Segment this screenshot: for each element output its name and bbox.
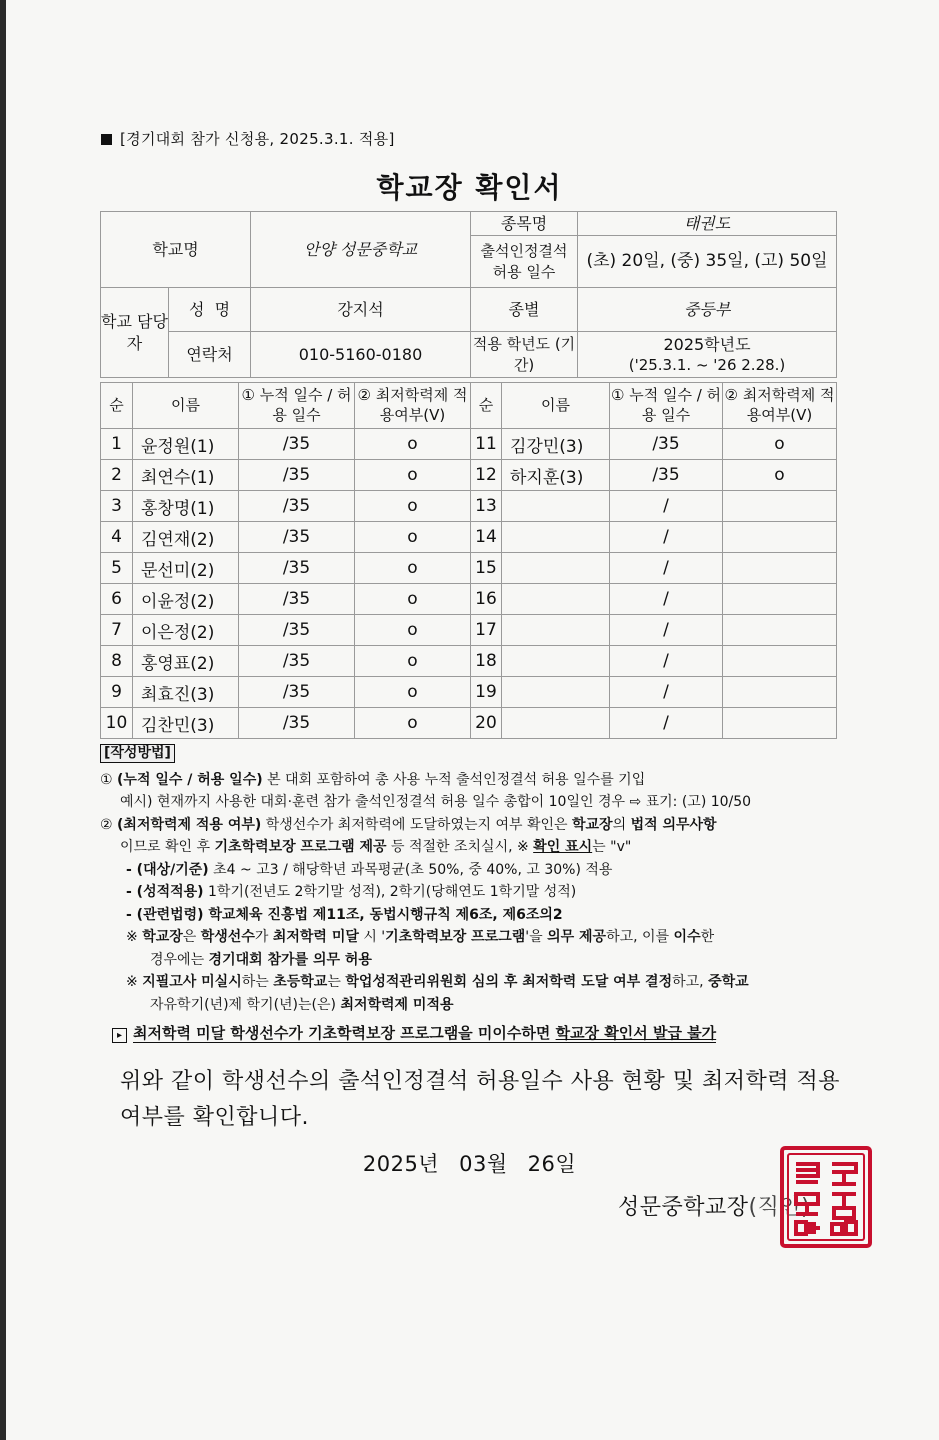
square-bullet-icon (101, 134, 112, 145)
roster-table (100, 382, 837, 739)
col-days: ① 누적 일수 / 허용 일수 (239, 383, 355, 429)
notice-line: ▸ 최저학력 미달 학생선수가 기초학력보장 프로그램을 미이수하면 학교장 확인서 발급 불가 (100, 1022, 845, 1045)
cell-mark: o (355, 522, 471, 553)
name-value: 강지석 (251, 288, 471, 332)
cell-mark (723, 646, 837, 677)
cell-mark: o (355, 615, 471, 646)
method-section (100, 742, 845, 1045)
cell-mark: o (723, 429, 837, 460)
cell-seq: 16 (471, 584, 502, 615)
cell-name: 이은정(2) (133, 615, 239, 646)
cell-days: / (610, 522, 723, 553)
cell-days: / (610, 584, 723, 615)
info-table (100, 211, 837, 378)
cell-seq: 7 (101, 615, 133, 646)
date-month: 03월 (459, 1152, 508, 1176)
sport-label: 종목명 (471, 212, 578, 236)
cell-days: /35 (239, 615, 355, 646)
col-seq: 순 (101, 383, 133, 429)
method-sub-3: - (관련법령) 학교체육 진흥법 제11조, 동법시행규칙 제6조, 제6조의2 (126, 906, 563, 923)
table-row (101, 522, 837, 553)
allow-label: 출석인정결석 허용 일수 (471, 236, 578, 288)
method-note-2-line2: 자유학기(년)제 학기(년)는(은) 최저학력제 미적용 (150, 996, 454, 1013)
cell-days: /35 (239, 677, 355, 708)
arrow-box-icon: ▸ (112, 1028, 127, 1043)
cell-seq: 15 (471, 553, 502, 584)
cell-days: /35 (239, 460, 355, 491)
cell-mark (723, 553, 837, 584)
cell-seq: 8 (101, 646, 133, 677)
cell-days: / (610, 708, 723, 739)
table-row (101, 584, 837, 615)
table-row (101, 646, 837, 677)
table-row (101, 553, 837, 584)
date-year: 2025년 (362, 1152, 440, 1176)
cell-seq: 4 (101, 522, 133, 553)
cell-seq: 9 (101, 677, 133, 708)
type-value: 중등부 (578, 288, 837, 332)
method-item-1: ① (누적 일수 / 허용 일수) 본 대회 포함하여 총 사용 누적 출석인정결석 허용 일수를 기입 (100, 771, 646, 788)
method-note-1-line2: 경우에는 경기대회 참가를 의무 허용 (150, 951, 372, 968)
cell-name: 김연재(2) (133, 522, 239, 553)
school-value: 안양 성문중학교 (251, 212, 471, 288)
cell-days: / (610, 553, 723, 584)
cell-seq: 3 (101, 491, 133, 522)
cell-seq: 20 (471, 708, 502, 739)
cell-name (502, 646, 610, 677)
year-label: 적용 학년도 (기간) (471, 332, 578, 378)
cell-name: 하지훈(3) (502, 460, 610, 491)
cell-seq: 5 (101, 553, 133, 584)
cell-seq: 17 (471, 615, 502, 646)
sport-value: 태권도 (578, 212, 837, 236)
cell-days: / (610, 491, 723, 522)
header-note-text: [경기대회 참가 신청용, 2025.3.1. 적용] (120, 130, 395, 148)
table-row (101, 491, 837, 522)
type-label: 종별 (471, 288, 578, 332)
table-row (101, 460, 837, 491)
year-value: 2025학년도 (663, 334, 751, 354)
cell-name: 최효진(3) (133, 677, 239, 708)
col-minimum: ② 최저학력제 적용여부(V) (355, 383, 471, 429)
table-row (101, 708, 837, 739)
table-row (101, 677, 837, 708)
cell-days: /35 (239, 584, 355, 615)
allow-value: (초) 20일, (중) 35일, (고) 50일 (578, 236, 837, 288)
method-note-1: ※ 학교장은 학생선수가 최저학력 미달 시 '기초학력보장 프로그램'을 의무 제공하고, 이를 이수한 (126, 929, 715, 945)
col-days: ① 누적 일수 / 허용 일수 (610, 383, 723, 429)
cell-mark: o (355, 584, 471, 615)
seal-mark-text: (직인) (748, 1195, 811, 1220)
cell-days: /35 (610, 429, 723, 460)
cell-seq: 6 (101, 584, 133, 615)
cell-name: 홍영표(2) (133, 646, 239, 677)
contact-value: 010-5160-0180 (251, 332, 471, 378)
cell-mark (723, 522, 837, 553)
manager-label: 학교 담당자 (101, 288, 169, 378)
signer-name: 성문중학교장 (618, 1195, 749, 1220)
table-row (101, 429, 837, 460)
school-label: 학교명 (101, 212, 251, 288)
cell-mark: o (355, 677, 471, 708)
cell-seq: 14 (471, 522, 502, 553)
cell-seq: 10 (101, 708, 133, 739)
cell-name: 윤정원(1) (133, 429, 239, 460)
name-label: 성 명 (169, 288, 251, 332)
cell-name: 이윤정(2) (133, 584, 239, 615)
cell-name: 문선미(2) (133, 553, 239, 584)
scan-edge (0, 0, 6, 1440)
cell-name (502, 677, 610, 708)
col-seq: 순 (471, 383, 502, 429)
page-title: 학교장 확인서 (376, 171, 563, 204)
cell-mark: o (355, 708, 471, 739)
cell-name: 홍창명(1) (133, 491, 239, 522)
col-name: 이름 (133, 383, 239, 429)
header-note (101, 128, 395, 149)
roster-header-row (101, 383, 837, 429)
col-name: 이름 (502, 383, 610, 429)
table-row (101, 615, 837, 646)
cell-days: / (610, 646, 723, 677)
cell-name (502, 708, 610, 739)
col-minimum: ② 최저학력제 적용여부(V) (723, 383, 837, 429)
cell-seq: 18 (471, 646, 502, 677)
method-item-2-line2: 이므로 확인 후 기초학력보장 프로그램 제공 등 적절한 조치실시, ※ 확인 표시는 "v" (120, 839, 632, 855)
date-day: 26일 (527, 1152, 577, 1176)
cell-mark: o (355, 429, 471, 460)
method-item-2: ② (최저학력제 적용 여부) 학생선수가 최저학력에 도달하였는지 여부 확인은 학교장의 법적 의무사항 (100, 816, 717, 833)
cell-days: / (610, 615, 723, 646)
cell-days: /35 (239, 522, 355, 553)
method-sub-2: - (성적적용) 1학기(전년도 2학기말 성적), 2학기(당해연도 1학기말 성적) (126, 884, 577, 900)
cell-days: /35 (239, 553, 355, 584)
cell-days: /35 (610, 460, 723, 491)
cell-seq: 11 (471, 429, 502, 460)
cell-name (502, 553, 610, 584)
method-item-1-example: 예시) 현재까지 사용한 대회·훈련 참가 출석인정결석 허용 일수 총합이 10일인 경우 ⇨ 표기: (고) 10/50 (120, 794, 752, 810)
cell-mark: o (723, 460, 837, 491)
year-cell (578, 332, 837, 378)
cell-mark: o (355, 460, 471, 491)
cell-mark (723, 491, 837, 522)
cell-name (502, 522, 610, 553)
year-period: ('25.3.1. ~ '26 2.28.) (628, 356, 786, 375)
cell-mark: o (355, 553, 471, 584)
cell-days: / (610, 677, 723, 708)
cell-name (502, 615, 610, 646)
cell-mark (723, 708, 837, 739)
cell-name: 최연수(1) (133, 460, 239, 491)
cell-days: /35 (239, 429, 355, 460)
cell-seq: 12 (471, 460, 502, 491)
cell-days: /35 (239, 491, 355, 522)
method-note-2: ※ 지필고사 미실시하는 초등학교는 학업성적관리위원회 심의 후 최저학력 도달 여부 결정하고, 중학교 (126, 974, 749, 990)
cell-days: /35 (239, 708, 355, 739)
confirm-text: 위와 같이 학생선수의 출석인정결석 허용일수 사용 현황 및 최저학력 적용 여부를 확인합니다. (120, 1069, 841, 1130)
method-title: [작성방법] (100, 744, 175, 763)
school-seal-icon (776, 1142, 876, 1252)
cell-name: 김강민(3) (502, 429, 610, 460)
cell-seq: 1 (101, 429, 133, 460)
cell-name (502, 584, 610, 615)
cell-name (502, 491, 610, 522)
cell-seq: 2 (101, 460, 133, 491)
method-sub-1: - (대상/기준) 초4 ~ 고3 / 해당학년 과목평균(초 50%, 중 40%, 고 30%) 적용 (126, 861, 613, 878)
cell-mark (723, 584, 837, 615)
cell-mark (723, 677, 837, 708)
cell-name: 김찬민(3) (133, 708, 239, 739)
cell-seq: 19 (471, 677, 502, 708)
cell-mark: o (355, 491, 471, 522)
cell-seq: 13 (471, 491, 502, 522)
cell-days: /35 (239, 646, 355, 677)
cell-mark: o (355, 646, 471, 677)
contact-label: 연락처 (169, 332, 251, 378)
cell-mark (723, 615, 837, 646)
